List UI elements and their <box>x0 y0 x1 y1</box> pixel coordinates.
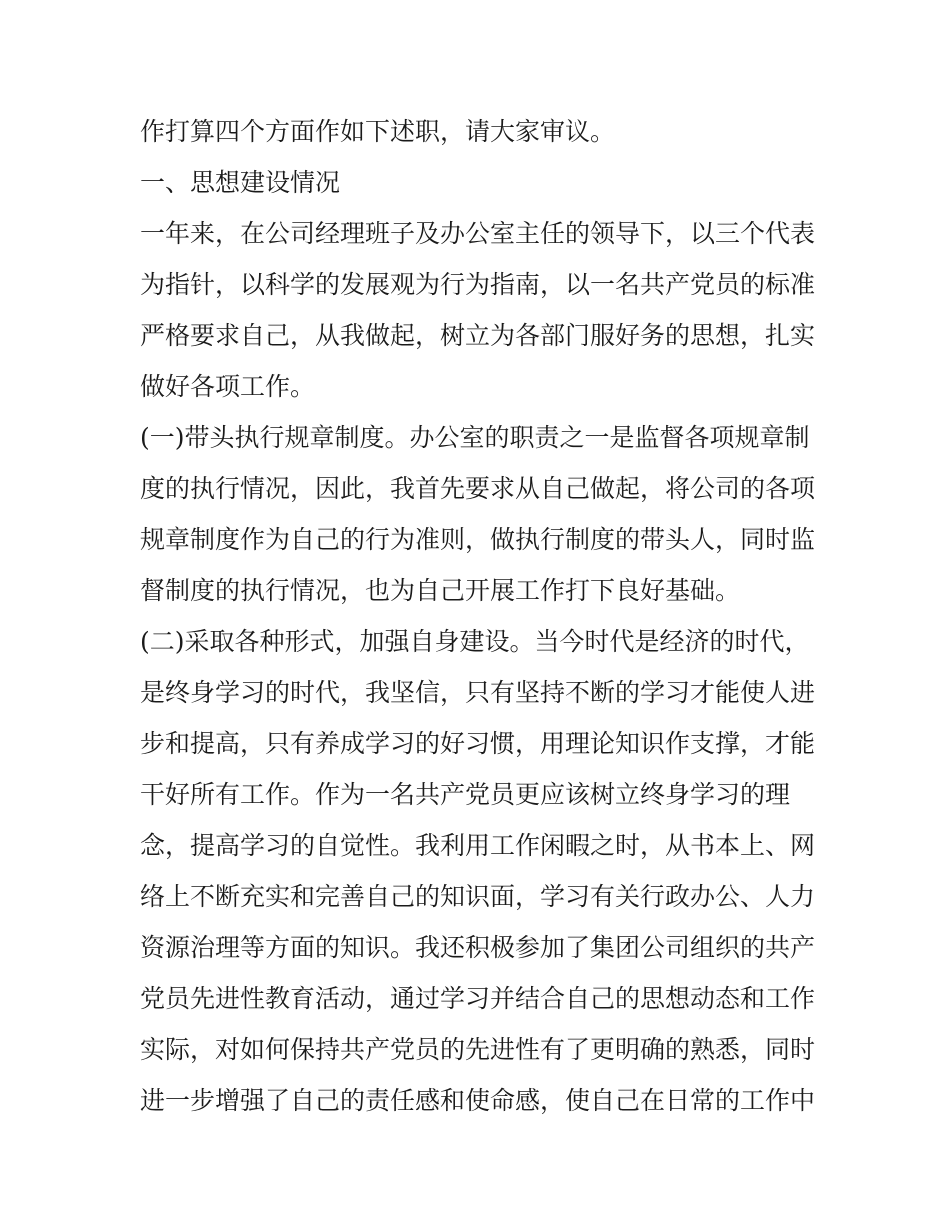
text-line: 步和提高，只有养成学习的好习惯，用理论知识作支撑，才能 <box>140 729 816 758</box>
text-line: 党员先进性教育活动，通过学习并结合自己的思想动态和工作 <box>140 984 816 1013</box>
text-line: 实际，对如何保持共产党员的先进性有了更明确的熟悉，同时 <box>140 1035 816 1064</box>
section-heading: 一、思想建设情况 <box>140 168 341 197</box>
text-line: 做好各项工作。 <box>140 372 316 401</box>
text-line: 一年来，在公司经理班子及办公室主任的领导下，以三个代表 <box>140 219 816 248</box>
text-line: 资源治理等方面的知识。我还积极参加了集团公司组织的共产 <box>140 933 816 962</box>
text-line: 作打算四个方面作如下述职，请大家审议。 <box>140 117 616 146</box>
text-line: 为指针，以科学的发展观为行为指南，以一名共产党员的标准 <box>140 270 816 299</box>
text-line: 严格要求自己，从我做起，树立为各部门服好务的思想，扎实 <box>140 321 816 350</box>
subsection-line: (一)带头执行规章制度。办公室的职责之一是监督各项规章制 <box>140 423 810 452</box>
text-line: 络上不断充实和完善自己的知识面，学习有关行政办公、人力 <box>140 882 816 911</box>
text-line: 念，提高学习的自觉性。我利用工作闲暇之时，从书本上、网 <box>140 831 816 860</box>
text-line: 规章制度作为自己的行为准则，做执行制度的带头人，同时监 <box>140 525 816 554</box>
subsection-line: (二)采取各种形式，加强自身建设。当今时代是经济的时代， <box>140 627 810 656</box>
text-line: 进一步增强了自己的责任感和使命感，使自己在日常的工作中 <box>140 1086 816 1115</box>
document-body <box>140 106 820 1126</box>
text-line: 是终身学习的时代，我坚信，只有坚持不断的学习才能使人进 <box>140 678 816 707</box>
text-line: 干好所有工作。作为一名共产党员更应该树立终身学习的理 <box>140 780 791 809</box>
text-line: 度的执行情况，因此，我首先要求从自己做起，将公司的各项 <box>140 474 816 503</box>
text-line: 督制度的执行情况，也为自己开展工作打下良好基础。 <box>140 576 741 605</box>
